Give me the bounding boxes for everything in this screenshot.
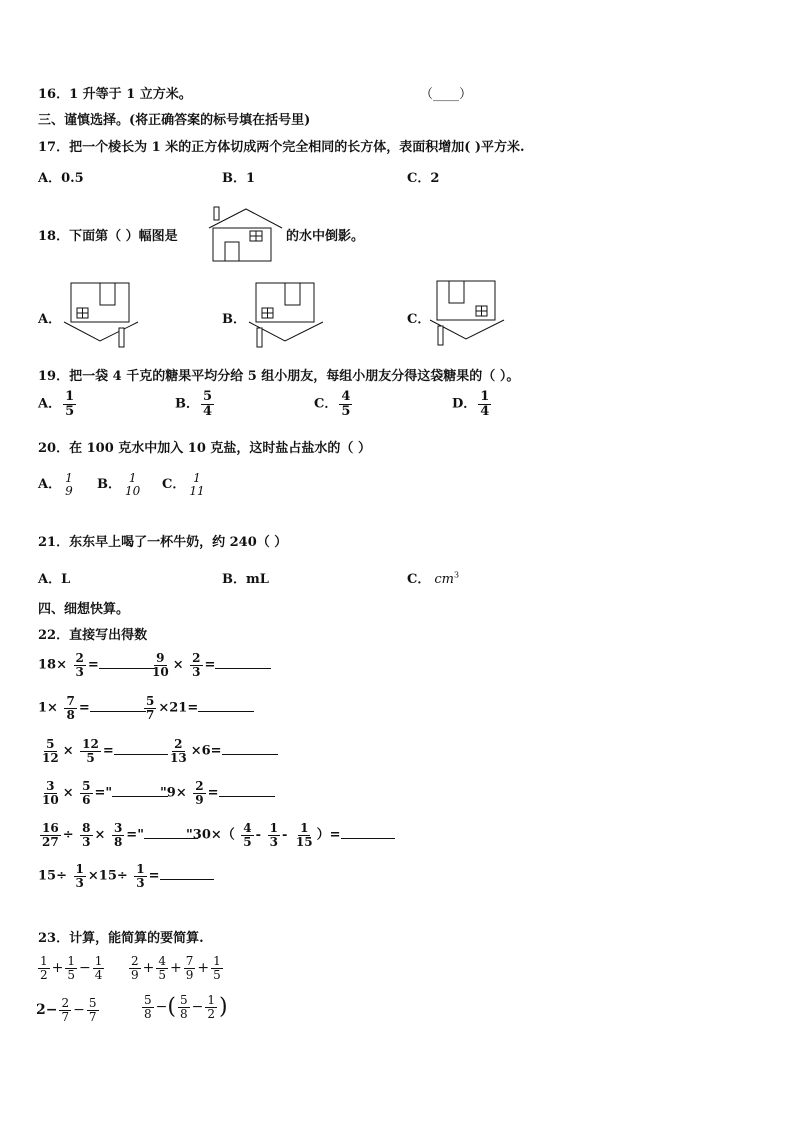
q23-expr-3: 2− $\frac{2}{7}$ − $\frac{5}{7}$	[36, 996, 97, 1024]
q22-r3b-blank[interactable]	[222, 744, 278, 755]
q18-text-b: 的水中倒影。	[286, 229, 365, 244]
q22-r2a-blank[interactable]	[90, 701, 146, 712]
q16-answer-paren[interactable]: （____）	[420, 87, 473, 102]
q20-line	[38, 437, 371, 456]
q22-line	[38, 624, 147, 643]
q18-option-a-label[interactable]: A．	[38, 312, 62, 327]
q16-number: 16．	[38, 87, 70, 102]
q19-option-a[interactable]: A． $\frac{1}{5}$	[38, 389, 75, 419]
q18-option-b-figure[interactable]	[247, 282, 325, 348]
house-figure	[208, 206, 284, 262]
q21-option-c[interactable]: C． $cm^3$	[407, 570, 460, 587]
q22-row4-b: "9× $\frac{2}{9}$ =	[160, 780, 275, 806]
q20-option-a[interactable]: A． 1 9	[38, 471, 73, 498]
q18-option-c-label[interactable]: C．	[407, 312, 431, 327]
q22-row4-a: $\frac{3}{10}$ × $\frac{5}{6}$ ="	[38, 780, 168, 806]
q23-expr-4: $\frac{5}{8}$ −( $\frac{5}{8}$ − $\frac{1}{2}$ )	[144, 993, 228, 1021]
q22-row1-a: 18× $\frac{2}{3}$ =	[38, 652, 155, 678]
q22-r6-blank[interactable]	[160, 869, 214, 880]
q22-row2-b: $\frac{5}{7}$ ×21=	[142, 695, 254, 721]
q22-row5-a: $\frac{16}{27}$ ÷ $\frac{8}{3}$ × $\frac{3}{8}$ ="	[38, 822, 198, 848]
q22-row6: 15÷ $\frac{1}{3}$ ×15÷ $\frac{1}{3}$ =	[38, 863, 214, 889]
q22-row1-b: $\frac{9}{10}$ × $\frac{2}{3}$ =	[148, 652, 271, 678]
q17-option-b[interactable]: B．1	[222, 171, 256, 186]
q18-option-a-figure[interactable]	[62, 282, 140, 348]
q18-line-start	[38, 225, 178, 244]
q19-option-b[interactable]: B． $\frac{5}{4}$	[175, 389, 213, 419]
q18-number: 18．	[38, 229, 70, 244]
q18-option-b-label[interactable]: B．	[222, 312, 246, 327]
q21-option-a[interactable]: A．L	[38, 572, 71, 587]
q23-text: 计算，能简算的要简算.	[69, 931, 204, 946]
q17-text: 把一个棱长为 1 米的正方体切成两个完全相同的长方体，表面积增加( )平方米.	[69, 140, 525, 155]
q22-r2b-blank[interactable]	[198, 701, 254, 712]
section-4-title: 四、细想快算。	[38, 602, 130, 617]
q22-text: 直接写出得数	[69, 628, 148, 643]
q22-row3-b: $\frac{2}{13}$ ×6=	[166, 738, 278, 764]
q22-row3-a: $\frac{5}{12}$ × $\frac{12}{5}$ =	[38, 738, 168, 764]
q18-option-c-figure[interactable]	[428, 280, 506, 346]
q23-expr-2: $\frac{2}{9}$ + $\frac{4}{5}$ + $\frac{7}{9}$ + $\frac{1}{5}$	[131, 954, 221, 982]
q20-text: 在 100 克水中加入 10 克盐，这时盐占盐水的（ ）	[69, 441, 371, 456]
q17-line	[38, 136, 525, 155]
q22-r4b-blank[interactable]	[219, 786, 275, 797]
q18-text-a: 下面第（ ）幅图是	[69, 229, 178, 244]
q22-row5-b: "30×（ $\frac{4}{5}$ - $\frac{1}{3}$ - $\frac{1}{15}$ ）=	[186, 822, 395, 848]
q21-option-b[interactable]: B．mL	[222, 572, 269, 587]
q17-option-c[interactable]: C．2	[407, 171, 440, 186]
q20-option-b[interactable]: B． 1 10	[97, 471, 141, 498]
q21-line	[38, 531, 287, 550]
q22-r1b-blank[interactable]	[215, 658, 271, 669]
q22-r3a-blank[interactable]	[114, 744, 168, 755]
q16-line	[38, 83, 192, 102]
q22-r5b-blank[interactable]	[341, 828, 395, 839]
q20-number: 20．	[38, 441, 70, 456]
q19-option-d[interactable]: D． $\frac{1}{4}$	[452, 389, 490, 419]
q17-number: 17．	[38, 140, 70, 155]
q22-row2-a: 1× $\frac{7}{8}$ =	[38, 695, 146, 721]
q17-option-a[interactable]: A．0.5	[38, 171, 84, 186]
q19-number: 19．	[38, 369, 70, 384]
q21-text: 东东早上喝了一杯牛奶，约 240（ ）	[69, 535, 288, 550]
q23-number: 23．	[38, 931, 70, 946]
q19-line	[38, 365, 519, 384]
section-3-title: 三、谨慎选择。(将正确答案的标号填在括号里)	[38, 113, 311, 128]
q19-option-c[interactable]: C． $\frac{4}{5}$	[314, 389, 351, 419]
q23-expr-1: $\frac{1}{2}$ + $\frac{1}{5}$ − $\frac{1}{4}$	[40, 954, 103, 982]
q23-line	[38, 927, 204, 946]
q20-option-c[interactable]: C． 1 11	[162, 471, 205, 498]
q21-number: 21．	[38, 535, 70, 550]
q16-text: 1 升等于 1 立方米。	[69, 87, 192, 102]
q19-text: 把一袋 4 千克的糖果平均分给 5 组小朋友，每组小朋友分得这袋糖果的（ ）。	[69, 369, 520, 384]
q22-r1a-blank[interactable]	[99, 658, 155, 669]
q22-number: 22．	[38, 628, 70, 643]
